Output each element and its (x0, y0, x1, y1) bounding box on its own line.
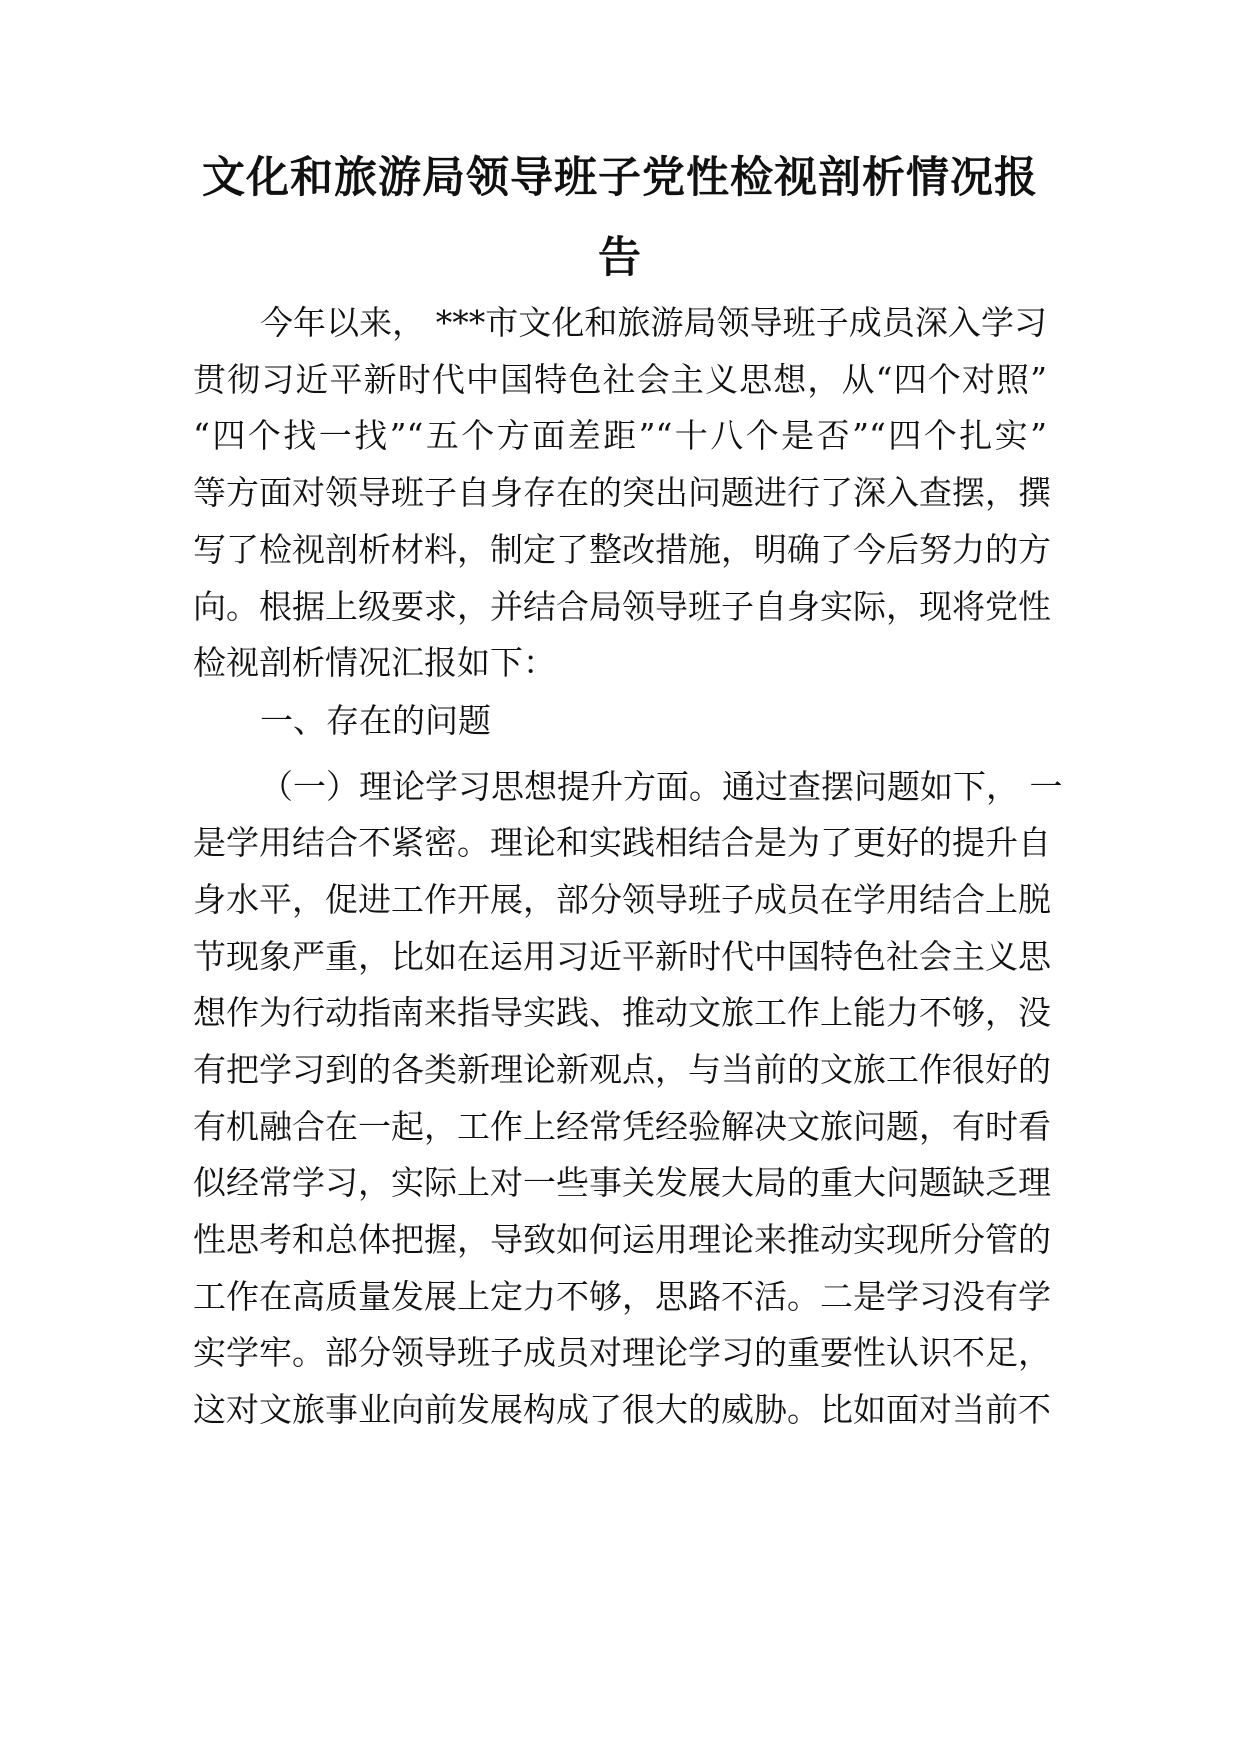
document-title-line-1: 文化和旅游局领导班子党性检视剖析情况报 (202, 153, 1038, 203)
section-1-1-line: 这对文旅事业向前发展构成了很大的威胁。比如面对当前不 (193, 1390, 1051, 1429)
section-1-1-line: 似经常学习，实际上对一些事关发展大局的重大问题缺乏理 (193, 1163, 1051, 1202)
section-1-1-line: 节现象严重，比如在运用习近平新时代中国特色社会主义思 (193, 937, 1051, 976)
intro-line: 向。根据上级要求，并结合局领导班子自身实际，现将党性 (193, 587, 1051, 626)
intro-line: “四个找一找”“五个方面差距”“十八个是否”“四个扎实” (193, 416, 1047, 455)
section-1-1-line: 工作在高质量发展上定力不够，思路不活。二是学习没有学 (193, 1277, 1051, 1316)
section-1-1-line: 实学牢。部分领导班子成员对理论学习的重要性认识不足， (193, 1333, 1051, 1372)
section-1-1-line: 身水平，促进工作开展，部分领导班子成员在学用结合上脱 (193, 880, 1051, 919)
section-heading: 一、存在的问题 (260, 701, 491, 740)
intro-line: 检视剖析情况汇报如下： (193, 643, 556, 682)
section-1-1-line: 有机融合在一起，工作上经常凭经验解决文旅问题，有时看 (193, 1107, 1051, 1146)
section-1-1-line: 是学用结合不紧密。理论和实践相结合是为了更好的提升自 (193, 823, 1051, 862)
intro-line: 写了检视剖析材料，制定了整改措施，明确了今后努力的方 (193, 530, 1051, 569)
section-1-1-line: （一）理论学习思想提升方面。通过查摆问题如下， 一 (260, 767, 1063, 806)
section-1-1-line: 想作为行动指南来指导实践、推动文旅工作上能力不够，没 (193, 993, 1051, 1032)
document-title-line-2: 告 (598, 233, 642, 283)
intro-line: 贯彻习近平新时代中国特色社会主义思想，从“四个对照” (193, 360, 1047, 399)
section-1-1-line: 性思考和总体把握，导致如何运用理论来推动实现所分管的 (193, 1220, 1051, 1259)
intro-line: 等方面对领导班子自身存在的突出问题进行了深入查摆，撰 (193, 473, 1051, 512)
intro-line: 今年以来， ***市文化和旅游局领导班子成员深入学习 (260, 303, 1047, 342)
section-1-1-line: 有把学习到的各类新理论新观点，与当前的文旅工作很好的 (193, 1050, 1051, 1089)
